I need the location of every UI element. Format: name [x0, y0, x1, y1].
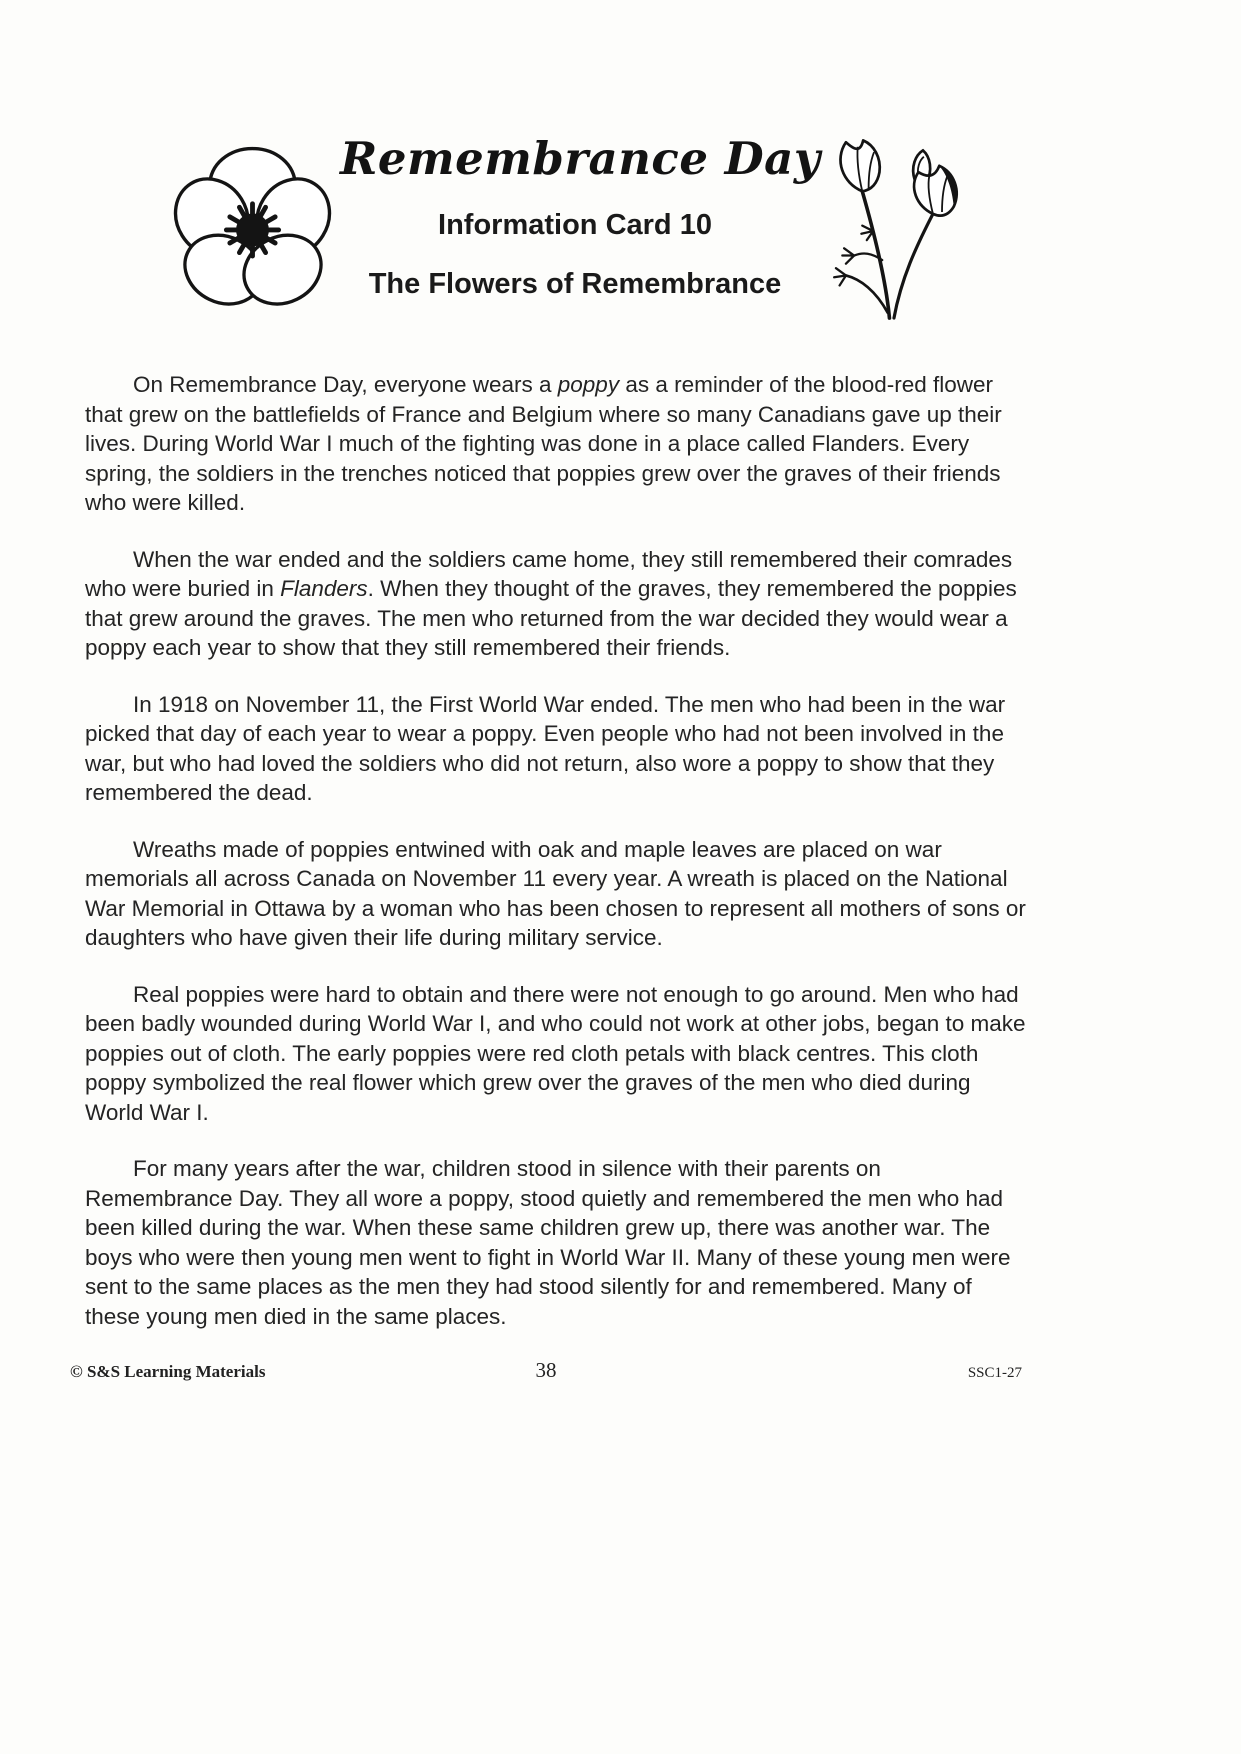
copyright-text: © S&S Learning Materials	[70, 1362, 266, 1381]
paragraph	[85, 690, 1030, 808]
paragraph	[85, 370, 1030, 518]
article-body	[85, 370, 1030, 1331]
body-text-segment: When the war ended and the soldiers came home, they still remembered their comrades who were buried in	[85, 546, 1013, 601]
paragraph	[85, 835, 1030, 953]
header	[0, 128, 1241, 356]
paragraph	[85, 1154, 1030, 1331]
title-block	[340, 132, 821, 301]
body-text-segment: In 1918 on November 11, the First World War ended. The men who had been in the war picked that day of each year to wear a poppy. Even people who had not been involved in the war, but who had loved the soldiers who did not return, also wore a poppy to show that they remembered the dead.	[85, 691, 1006, 805]
body-text-segment: Wreaths made of poppies entwined with oak and maple leaves are placed on war memorials all across Canada on November 11 every year. A wreath is placed on the National War Memorial in Ottawa by a woman who has been chosen to represent all mothers of sons or daughters who have given their life during military service.	[85, 836, 1026, 950]
body-text-segment: as a reminder of the blood-red flower that grew on the battlefields of France and Belgium where so many Canadians gave up their lives. During World War I much of the fighting was done in a place called Flanders. Every spring, the soldiers in the trenches noticed that poppies grew over the graves of their friends who were killed.	[85, 372, 1002, 515]
poppy-sketch-svg	[826, 122, 971, 322]
italic-text: Flanders	[280, 576, 368, 601]
paragraph	[85, 980, 1030, 1128]
document-code: SSC1-27	[967, 1365, 1022, 1381]
page-number: 38	[535, 1358, 557, 1382]
body-text-segment: . When they thought of the graves, they remembered the poppies that grew around the graves. The men who returned from the war decided they would wear a poppy each year to show that they still remembered their friends.	[85, 576, 1017, 660]
poppy-flower-icon	[170, 136, 335, 325]
page-title: Remembrance Day	[340, 132, 821, 185]
card-title: The Flowers of Remembrance	[368, 268, 782, 300]
italic-text: poppy	[557, 372, 620, 397]
footer	[70, 1358, 1022, 1383]
poppy-flower-svg	[170, 136, 335, 320]
poppy-sketch-icon	[826, 122, 971, 327]
card-number: Information Card 10	[438, 209, 712, 241]
body-text-segment: Real poppies were hard to obtain and there were not enough to go around. Men who had been badly wounded during World War I, and who could not work at other jobs, began to make poppies out of cloth. The early poppies were red cloth petals with black centres. This cloth poppy symbolized the real flower which grew over the graves of the men who died during World War I.	[85, 981, 1026, 1125]
body-text-segment: On Remembrance Day, everyone wears a	[133, 372, 558, 397]
paragraph	[85, 545, 1030, 663]
body-text-segment: For many years after the war, children stood in silence with their parents on Remembrance Day. They all wore a poppy, stood quietly and remembered the men who had been killed during the war. When these same children grew up, there was another war. The boys who were then young men went to fight in World War II. Many of these young men were sent to the same places as the men they had stood silently for and remembered. Many of these young men died in the same places.	[85, 1156, 1011, 1329]
